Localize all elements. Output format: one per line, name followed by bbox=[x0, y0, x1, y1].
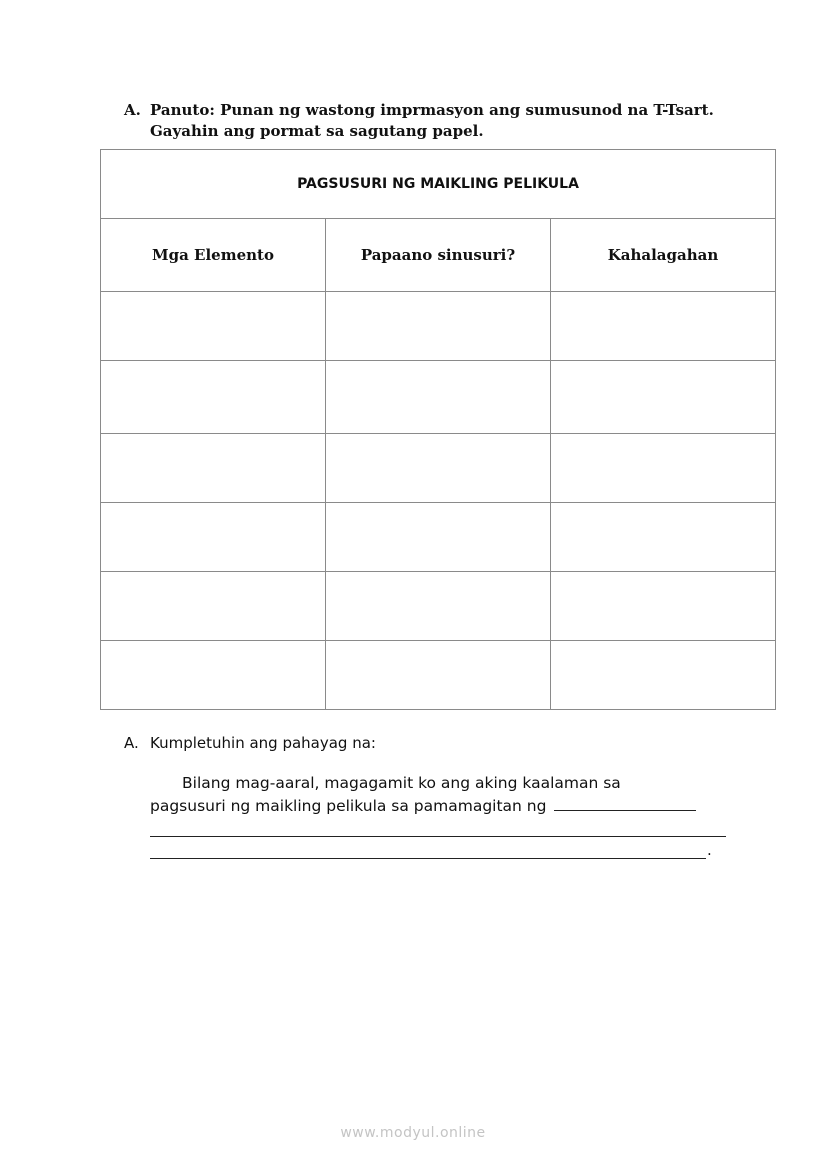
watermark: www.modyul.online bbox=[340, 1125, 486, 1141]
answer-cell[interactable] bbox=[551, 572, 776, 641]
answer-cell[interactable] bbox=[551, 361, 776, 434]
paragraph-line-2 bbox=[150, 795, 730, 818]
answer-blank-line[interactable] bbox=[150, 836, 726, 837]
answer-cell[interactable] bbox=[101, 434, 326, 503]
table-row bbox=[101, 361, 776, 434]
table-row bbox=[101, 292, 776, 361]
instruction-text: Panuto: Punan ng wastong imprmasyon ang sumusunod na T-Tsart. Gayahin ang pormat sa sagutang papel. bbox=[150, 101, 714, 140]
table-title: PAGSUSURI NG MAIKLING PELIKULA bbox=[101, 150, 776, 219]
column-header-kahalagahan: Kahalagahan bbox=[551, 219, 776, 292]
answer-cell[interactable] bbox=[551, 503, 776, 572]
answer-cell[interactable] bbox=[326, 641, 551, 710]
paragraph-line-1: Bilang mag-aaral, magagamit ko ang aking kaalaman sa bbox=[182, 774, 621, 792]
part-b-letter: A. bbox=[124, 734, 139, 752]
table-row bbox=[101, 641, 776, 710]
t-chart-table bbox=[100, 149, 776, 710]
answer-cell[interactable] bbox=[326, 361, 551, 434]
answer-cell[interactable] bbox=[101, 361, 326, 434]
completion-paragraph bbox=[150, 772, 730, 818]
answer-cell[interactable] bbox=[326, 292, 551, 361]
end-period: . bbox=[707, 841, 712, 859]
paragraph-line-2-text: pagsusuri ng maikling pelikula sa pamamagitan ng bbox=[150, 797, 547, 815]
instruction bbox=[124, 100, 724, 142]
answer-cell[interactable] bbox=[551, 292, 776, 361]
answer-cell[interactable] bbox=[551, 641, 776, 710]
answer-blank-line[interactable] bbox=[150, 858, 706, 859]
answer-cell[interactable] bbox=[101, 641, 326, 710]
answer-cell[interactable] bbox=[101, 572, 326, 641]
answer-blank[interactable] bbox=[554, 796, 696, 811]
table-row bbox=[101, 434, 776, 503]
part-b-text: Kumpletuhin ang pahayag na: bbox=[150, 734, 376, 752]
part-b-heading bbox=[124, 734, 376, 752]
column-header-elemento: Mga Elemento bbox=[101, 219, 326, 292]
answer-cell[interactable] bbox=[326, 503, 551, 572]
answer-cell[interactable] bbox=[101, 503, 326, 572]
answer-cell[interactable] bbox=[101, 292, 326, 361]
table-row bbox=[101, 572, 776, 641]
answer-cell[interactable] bbox=[326, 572, 551, 641]
answer-cell[interactable] bbox=[326, 434, 551, 503]
instruction-letter: A. bbox=[124, 101, 141, 119]
column-header-paano: Papaano sinusuri? bbox=[326, 219, 551, 292]
table-row bbox=[101, 503, 776, 572]
answer-cell[interactable] bbox=[551, 434, 776, 503]
